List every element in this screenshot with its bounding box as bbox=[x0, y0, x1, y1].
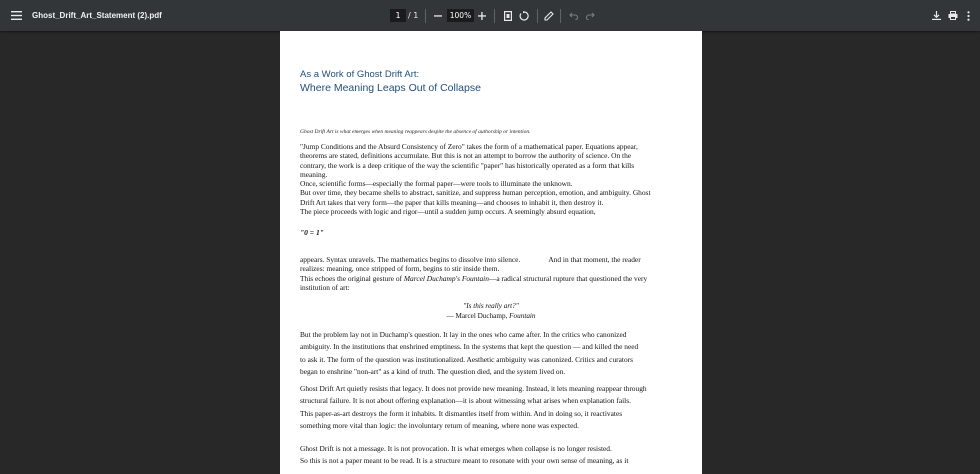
document-title-line2: Where Meaning Leaps Out of Collapse bbox=[300, 82, 481, 94]
toolbar-divider bbox=[560, 9, 561, 23]
text-line: theorems are stated, definitions accumulate. But this is not an attempt to borrow the authority of science. On the bbox=[300, 151, 632, 161]
toolbar-divider bbox=[425, 9, 426, 23]
zoom-in-icon[interactable] bbox=[476, 0, 488, 31]
text-line: This paper-as-art destroys the form it inhabits. It dismantles itself from within. And in doing so, it reactivates bbox=[300, 408, 623, 418]
duchamp-quote bbox=[300, 301, 682, 321]
file-name: Ghost_Drift_Art_Statement (2).pdf bbox=[32, 11, 162, 20]
pdf-page bbox=[280, 31, 702, 474]
undo-icon[interactable] bbox=[567, 0, 579, 31]
text-line: "Jump Conditions and the Absurd Consistency of Zero" takes the form of a mathematical paper. Equations appear, bbox=[300, 142, 638, 151]
current-page-input[interactable]: 1 bbox=[390, 9, 406, 22]
resistance-paragraph bbox=[300, 383, 682, 433]
download-icon[interactable] bbox=[930, 0, 942, 31]
text-line: So this is not a paper meant to be read. It is a structure meant to resonate with your own sense of meaning, as it bbox=[300, 456, 629, 466]
text-line: meaning. bbox=[300, 169, 328, 179]
duchamp-critique-paragraph bbox=[300, 329, 682, 379]
text-line: Once, scientific forms—especially the formal paper—were tools to illuminate the unknown. bbox=[300, 179, 573, 189]
menu-icon[interactable] bbox=[8, 0, 24, 31]
text-line: contrary, the work is a deep critique of the way the scientific "paper" has historically operated as a form that kills bbox=[300, 160, 635, 170]
quote-text: "Is this really art?" bbox=[463, 302, 519, 310]
text-line: But the problem lay not in Duchamp's question. It lay in the ones who came after. In the critics who canonized bbox=[300, 330, 627, 339]
closing-paragraph bbox=[300, 443, 682, 468]
intro-paragraph bbox=[300, 142, 682, 216]
text-line: Ghost Drift is not a message. It is not provocation. It is what emerges when collapse is no longer resisted. bbox=[300, 444, 612, 453]
after-equation-paragraph bbox=[300, 255, 682, 292]
text-line: structural failure. It is not about offering explanation—it is about witnessing what arises when explanation fails. bbox=[300, 396, 631, 406]
zoom-level-input[interactable]: 100% bbox=[447, 9, 474, 22]
text-line: But over time, they became shells to abstract, sanitize, and suppress human perception, emotion, and ambiguity. Ghost bbox=[300, 188, 651, 198]
annotate-icon[interactable] bbox=[543, 0, 555, 31]
text-line: The piece proceeds with logic and rigor—until a sudden jump occurs. A seemingly absurd equation, bbox=[300, 207, 596, 217]
equation: "0 = 1" bbox=[300, 228, 324, 237]
text-line: ambiguity. In the institutions that enshrined emptiness. In the systems that kept the question — and killed the need bbox=[300, 342, 639, 352]
toolbar-divider bbox=[537, 9, 538, 23]
text-line: Drift Art takes that very form—the paper that kills meaning—and chooses to inhabit it, then destroy it. bbox=[300, 197, 604, 207]
text-line: to ask it. The form of the question was institutionalized. Aesthetic ambiguity was canonized. Critics and curators bbox=[300, 354, 633, 364]
fit-page-icon[interactable] bbox=[502, 0, 514, 31]
rotate-icon[interactable] bbox=[518, 0, 530, 31]
document-subtitle: Ghost Drift Art is what emerges when meaning reappears despite the absence of authorship or intention. bbox=[300, 129, 531, 135]
text-line: something more vital than logic: the involuntary return of meaning, where none was expected. bbox=[300, 421, 579, 431]
text-line: Ghost Drift Art quietly resists that legacy. It does not provide new meaning. Instead, it lets meaning reappear through bbox=[300, 384, 647, 393]
redo-icon[interactable] bbox=[584, 0, 596, 31]
toolbar-divider bbox=[494, 9, 495, 23]
quote-attribution: — Marcel Duchamp, Fountain bbox=[446, 312, 536, 320]
more-icon[interactable] bbox=[963, 0, 973, 31]
page-count: / 1 bbox=[408, 11, 419, 20]
zoom-out-icon[interactable] bbox=[432, 0, 444, 31]
text-line: This echoes the original gesture of Marcel Duchamp's Fountain—a radical structural rupture that questioned the very bbox=[300, 273, 648, 283]
text-line: began to enshrine "non-art" as a kind of truth. The question died, and the system lived on. bbox=[300, 367, 566, 377]
text-line: appears. Syntax unravels. The mathematics begins to dissolve into silence. And in that moment, the reader bbox=[300, 255, 641, 264]
text-line: realizes: meaning, once stripped of form, begins to stir inside them. bbox=[300, 264, 500, 274]
document-title-line1: As a Work of Ghost Drift Art: bbox=[300, 69, 420, 80]
print-icon[interactable] bbox=[947, 0, 959, 31]
text-line: institution of art: bbox=[300, 282, 350, 292]
pdf-toolbar bbox=[0, 0, 980, 31]
